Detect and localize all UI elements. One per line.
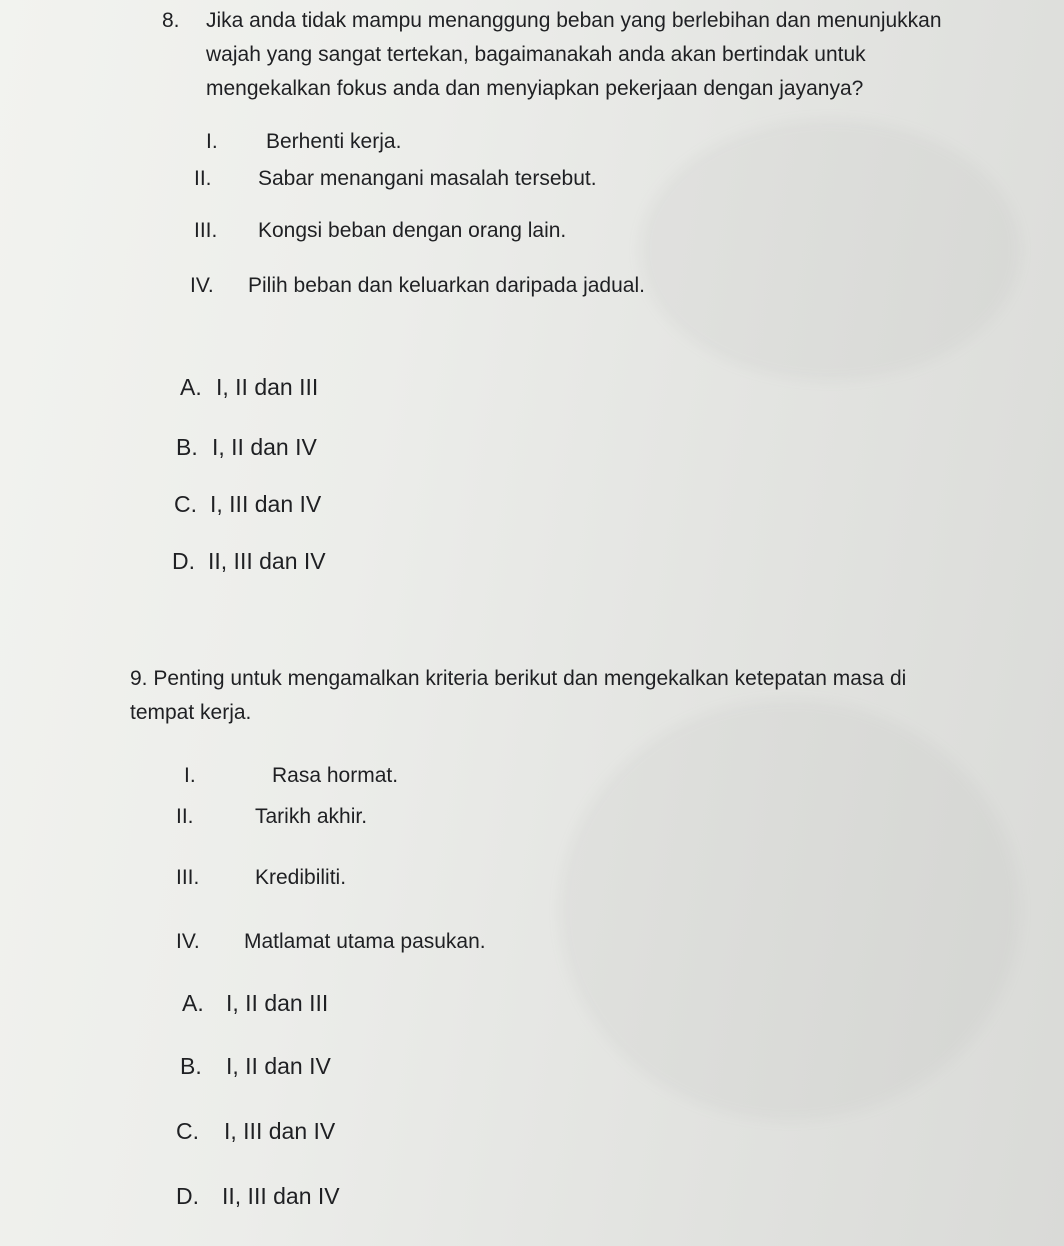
question-8-item-i: I. Berhenti kerja. xyxy=(206,130,402,153)
question-9-stem xyxy=(130,662,1000,730)
bleed-through-shadow xyxy=(640,120,1020,380)
bleed-through-shadow xyxy=(560,700,1020,1120)
question-9-stem-line-1: 9. Penting untuk mengamalkan kriteria berikut dan mengekalkan ketepatan masa di xyxy=(130,667,907,690)
question-8-stem-line-3: mengekalkan fokus anda dan menyiapkan pekerjaan dengan jayanya? xyxy=(206,77,864,100)
question-8-item-iv: IV. Pilih beban dan keluarkan daripada jadual. xyxy=(190,274,645,297)
question-8-stem-line-2: wajah yang sangat tertekan, bagaimanakah anda akan bertindak untuk xyxy=(206,43,866,66)
question-8-number: 8. xyxy=(162,9,180,32)
question-9-stem-line-2: tempat kerja. xyxy=(130,701,252,724)
question-9-option-a[interactable]: A. I, II dan III xyxy=(182,990,329,1016)
question-8-item-iii: III. Kongsi beban dengan orang lain. xyxy=(194,219,567,242)
question-8-stem-line-1: Jika anda tidak mampu menanggung beban yang berlebihan dan menunjukkan xyxy=(206,9,942,32)
question-9-item-i: I. Rasa hormat. xyxy=(184,764,399,787)
question-8-option-c[interactable]: C. I, III dan IV xyxy=(174,491,322,517)
question-8-option-b[interactable]: B. I, II dan IV xyxy=(176,434,317,460)
question-8-option-a[interactable]: A. I, II dan III xyxy=(180,374,319,400)
question-9-option-b[interactable]: B. I, II dan IV xyxy=(180,1053,331,1079)
question-8-option-d[interactable]: D. II, III dan IV xyxy=(172,548,326,574)
question-9-item-ii: II. Tarikh akhir. xyxy=(176,805,368,828)
question-8-item-ii: II. Sabar menangani masalah tersebut. xyxy=(194,167,597,190)
question-8-stem xyxy=(162,4,942,106)
question-9-option-d[interactable]: D. II, III dan IV xyxy=(176,1183,340,1209)
question-9-item-iv: IV. Matlamat utama pasukan. xyxy=(176,930,486,953)
question-9-option-c[interactable]: C. I, III dan IV xyxy=(176,1118,336,1144)
question-9-item-iii: III. Kredibiliti. xyxy=(176,866,347,889)
